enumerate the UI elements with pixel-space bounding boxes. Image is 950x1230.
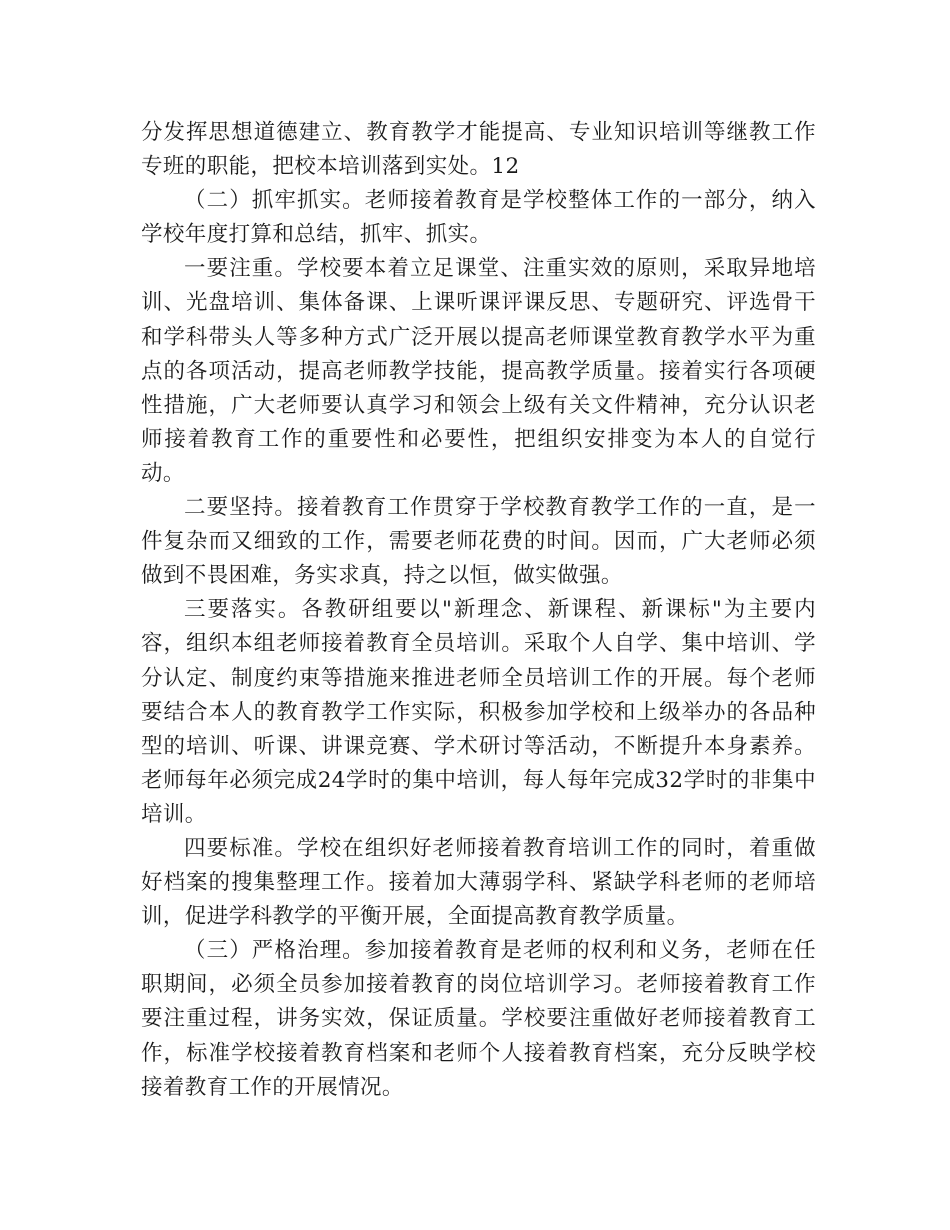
paragraph-point-four: 四要标准。学校在组织好老师接着教育培训工作的同时，着重做好档案的搜集整理工作。接着加大薄弱学科、紧缺学科老师的老师培训，促进学科教学的平衡开展，全面提高教育教学质量。 — [141, 835, 816, 930]
paragraph-section-two: （二）抓牢抓实。老师接着教育是学校整体工作的一部分，纳入学校年度打算和总结，抓牢、抓实。 — [141, 188, 816, 248]
paragraph-point-three: 三要落实。各教研组要以"新理念、新课程、新课标"为主要内容，组织本组老师接着教育全员培训。采取个人自学、集中培训、学分认定、制度约束等措施来推进老师全员培训工作的开展。每个老师要结合本人的教育教学工作实际，积极参加学校和上级举办的各品种型的培训、听课、讲课竞赛、学术研讨等活动，不断提升本身素养。老师每年必须完成24学时的集中培训，每人每年完成32学时的非集中培训。 — [141, 597, 816, 827]
paragraph-point-one: 一要注重。学校要本着立足课堂、注重实效的原则，采取异地培训、光盘培训、集体备课、上课听课评课反思、专题研究、评选骨干和学科带头人等多种方式广泛开展以提高老师课堂教育教学水平为重点的各项活动，提高老师教学技能，提高教学质量。接着实行各项硬性措施，广大老师要认真学习和领会上级有关文件精神，充分认识老师接着教育工作的重要性和必要性，把组织安排变为本人的自觉行动。 — [141, 256, 816, 486]
paragraph-section-three: （三）严格治理。参加接着教育是老师的权利和义务，老师在任职期间，必须全员参加接着教育的岗位培训学习。老师接着教育工作要注重过程，讲务实效，保证质量。学校要注重做好老师接着教育工作，标准学校接着教育档案和老师个人接着教育档案，充分反映学校接着教育工作的开展情况。 — [141, 938, 816, 1100]
paragraph-point-two: 二要坚持。接着教育工作贯穿于学校教育教学工作的一直，是一件复杂而又细致的工作，需要老师花费的时间。因而，广大老师必须做到不畏困难，务实求真，持之以恒，做实做强。 — [141, 495, 816, 589]
document-body — [141, 116, 816, 1105]
paragraph-continuation: 分发挥思想道德建立、教育教学才能提高、专业知识培训等继教工作专班的职能，把校本培训落到实处。12 — [141, 120, 816, 180]
